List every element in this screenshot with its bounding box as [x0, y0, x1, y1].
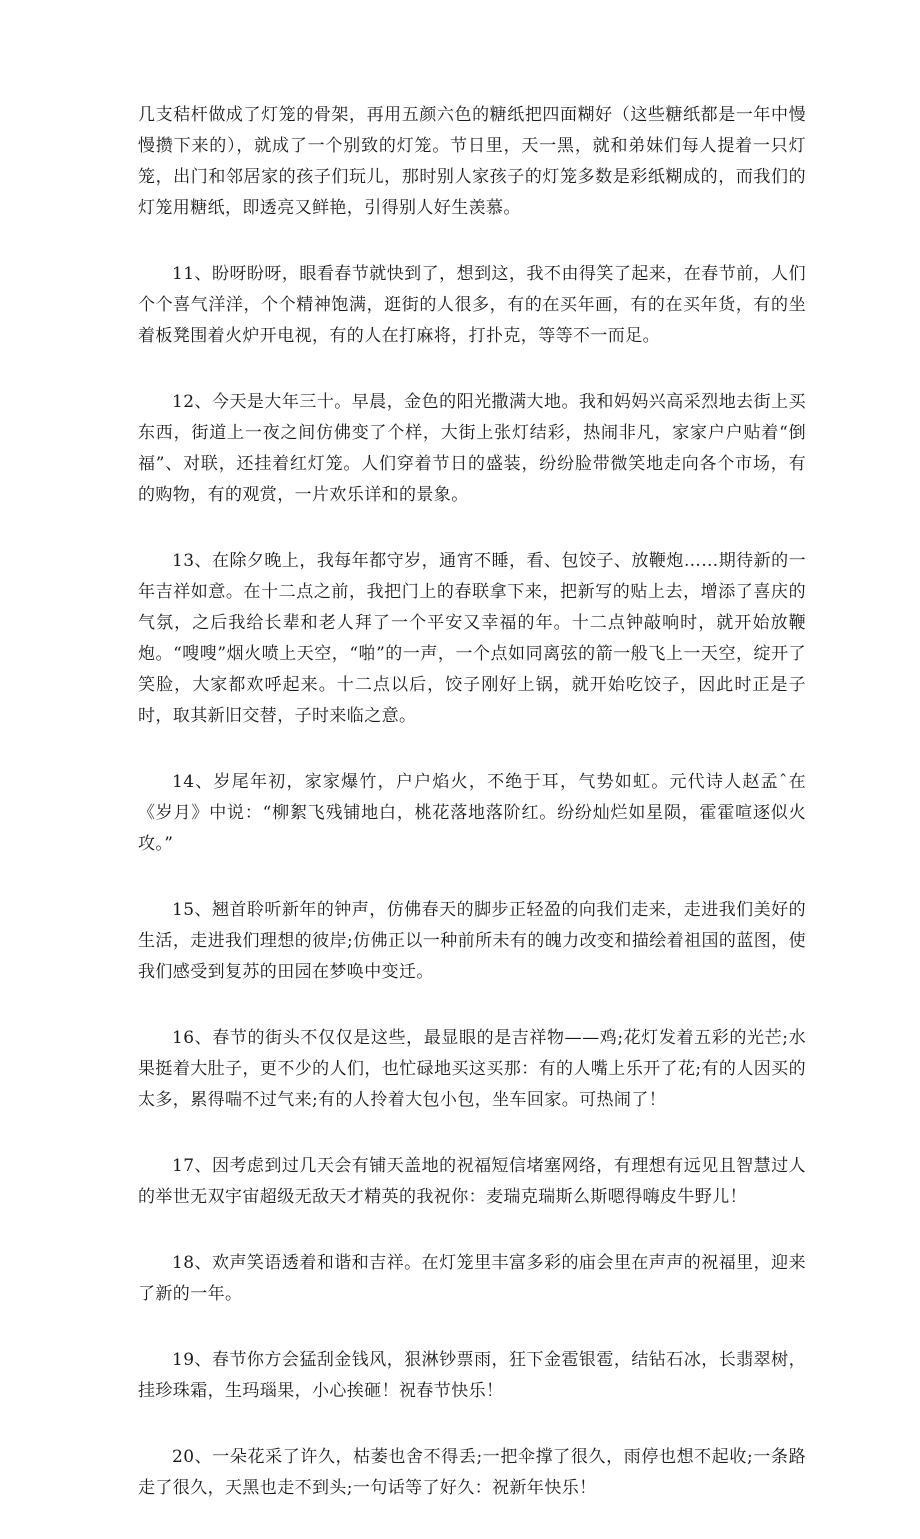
paragraph-19: 19、春节你方会猛刮金钱风，狠淋钞票雨，狂下金雹银雹，结钻石冰，长翡翠树，挂珍珠霜，生玛瑙果，小心挨砸！祝春节快乐！ [138, 1350, 806, 1401]
paragraph-15: 15、翘首聆听新年的钟声，仿佛春天的脚步正轻盈的向我们走来，走进我们美好的生活，走进我们理想的彼岸;仿佛正以一种前所未有的魄力改变和描绘着祖国的蓝图，使我们感受到复苏的田园在梦唤中变迁。 [138, 900, 806, 982]
paragraph-16: 16、春节的街头不仅仅是这些，最显眼的是吉祥物——鸡;花灯发着五彩的光芒;水果挺着大肚子，更不少的人们，也忙碌地买这买那：有的人嘴上乐开了花;有的人因买的太多，累得喘不过气来;有的人拎着大包小包，坐车回家。可热闹了！ [138, 1028, 806, 1110]
paragraph-18: 18、欢声笑语透着和谐和吉祥。在灯笼里丰富多彩的庙会里在声声的祝福里，迎来了新的一年。 [138, 1253, 806, 1304]
paragraph-11: 11、盼呀盼呀，眼看春节就快到了，想到这，我不由得笑了起来，在春节前，人们个个喜气洋洋，个个精神饱满，逛街的人很多，有的在买年画，有的在买年货，有的坐着板凳围着火炉开电视，有的人在打麻将，打扑克，等等不一而足。 [138, 264, 806, 346]
document-page [138, 100, 806, 1539]
paragraph-lantern-continuation: 几支秸杆做成了灯笼的骨架，再用五颜六色的糖纸把四面糊好（这些糖纸都是一年中慢慢攒下来的），就成了一个别致的灯笼。节日里，天一黑，就和弟妹们每人提着一只灯笼，出门和邻居家的孩子们玩儿，那时别人家孩子的灯笼多数是彩纸糊成的，而我们的灯笼用糖纸，即透亮又鲜艳，引得别人好生羡慕。 [138, 105, 806, 218]
paragraph-12: 12、今天是大年三十。早晨，金色的阳光撒满大地。我和妈妈兴高采烈地去街上买东西，街道上一夜之间仿佛变了个样，大街上张灯结彩，热闹非凡，家家户户贴着“倒福”、对联，还挂着红灯笼。人们穿着节日的盛装，纷纷脸带微笑地走向各个市场，有的购物，有的观赏，一片欢乐详和的景象。 [138, 392, 806, 505]
paragraph-14: 14、岁尾年初，家家爆竹，户户焰火，不绝于耳，气势如虹。元代诗人赵孟ˆ在《岁月》中说：“柳絮飞残铺地白，桃花落地落阶红。纷纷灿烂如星陨，霍霍喧逐似火攻。” [138, 772, 806, 854]
paragraph-17: 17、因考虑到过几天会有铺天盖地的祝福短信堵塞网络，有理想有远见且智慧过人的举世无双宇宙超级无敌天才精英的我祝你：麦瑞克瑞斯么斯嗯得嗨皮牛野儿！ [138, 1156, 806, 1207]
paragraph-20: 20、一朵花采了许久，枯萎也舍不得丢;一把伞撑了很久，雨停也想不起收;一条路走了很久，天黑也走不到头;一句话等了好久：祝新年快乐！ [138, 1447, 806, 1498]
paragraph-13: 13、在除夕晚上，我每年都守岁，通宵不睡，看、包饺子、放鞭炮……期待新的一年吉祥如意。在十二点之前，我把门上的春联拿下来，把新写的贴上去，增添了喜庆的气氛，之后我给长辈和老人拜了一个平安又幸福的年。十二点钟敲响时，就开始放鞭炮。“嗖嗖”烟火喷上天空，“啪”的一声，一个点如同离弦的箭一般飞上一天空，绽开了笑脸，大家都欢呼起来。十二点以后，饺子刚好上锅，就开始吃饺子，因此时正是子时，取其新旧交替，子时来临之意。 [138, 551, 806, 726]
